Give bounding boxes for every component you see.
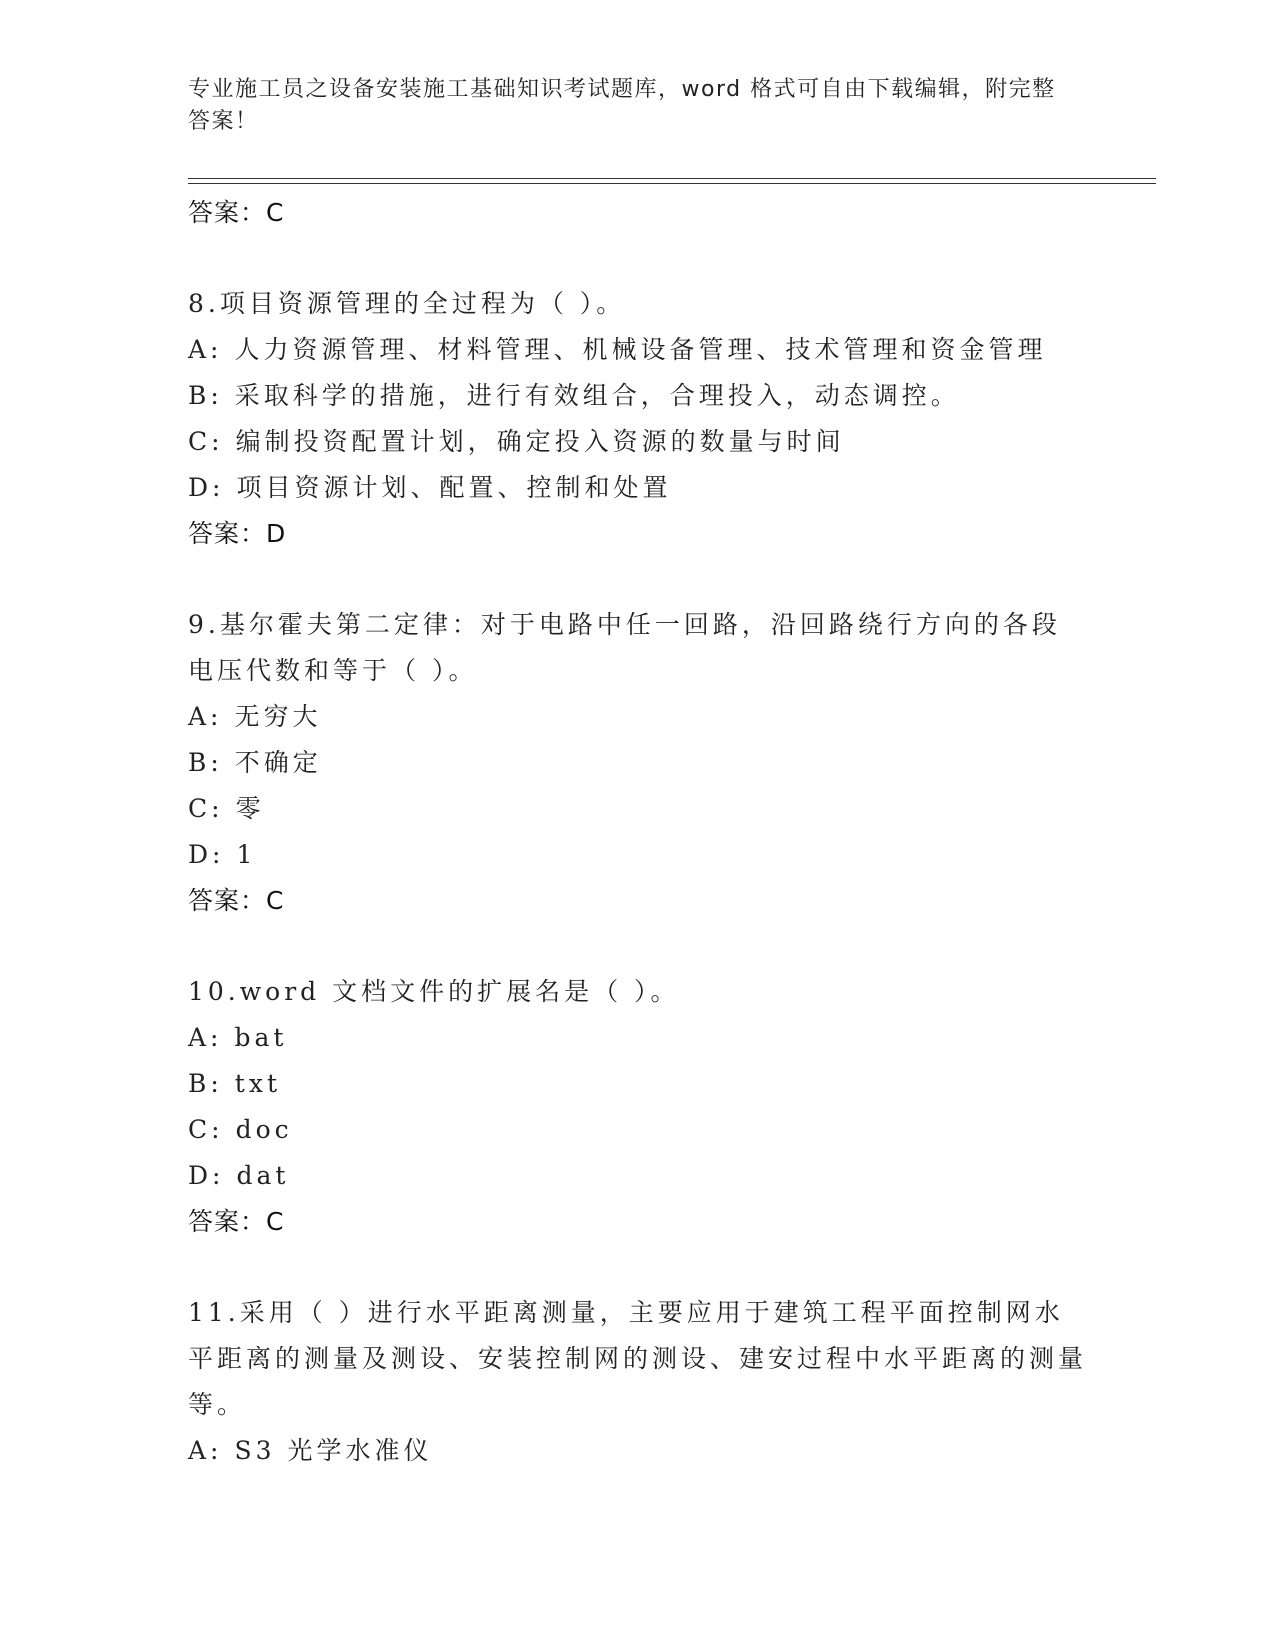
option-label: C: [188,794,224,823]
option-text: 1 [236,840,257,869]
answer-line: 答案：D [188,519,287,548]
option-text: 采取科学的措施，进行有效组合，合理投入，动态调控。 [234,381,960,410]
option-text: bat [234,1023,288,1052]
option-c [188,419,1088,465]
option-d [188,465,1088,511]
option-label: B: [188,1069,223,1098]
option-c [188,1107,1088,1153]
option-c [188,786,1088,832]
option-label: A: [188,1436,223,1465]
answer-line: 答案：C [188,198,285,227]
option-a [188,327,1088,373]
question-text: 11.采用（ ）进行水平距离测量，主要应用于建筑工程平面控制网水平距离的测量及测设、安装控制网的测设、建安过程中水平距离的测量等。 [188,1298,1088,1419]
header-rule-top [188,178,1156,179]
option-label: B: [188,381,223,410]
option-text: dat [236,1161,290,1190]
question-block [188,969,1088,1245]
option-label: D: [188,473,225,502]
option-label: A: [188,702,223,731]
option-a [188,1015,1088,1061]
document-header: 专业施工员之设备安装施工基础知识考试题库，word 格式可自由下载编辑，附完整答案！ [188,77,1056,134]
question-text: 9.基尔霍夫第二定律：对于电路中任一回路，沿回路绕行方向的各段电压代数和等于（ ）。 [188,610,1061,685]
option-label: C: [188,1115,224,1144]
option-a [188,1428,1088,1474]
option-label: D: [188,1161,225,1190]
option-b [188,1061,1088,1107]
option-text: 零 [235,794,265,823]
option-b [188,740,1088,786]
option-text: 项目资源计划、配置、控制和处置 [236,473,672,502]
option-label: A: [188,1023,223,1052]
option-d [188,832,1088,878]
option-text: doc [235,1115,293,1144]
option-d [188,1153,1088,1199]
option-label: D: [188,840,225,869]
question-block [188,281,1088,557]
header-rule-bottom [188,183,1156,184]
answer-line: 答案：C [188,1207,285,1236]
answer-line: 答案：C [188,886,285,915]
option-text: 不确定 [234,748,322,777]
option-b [188,373,1088,419]
option-label: B: [188,748,223,777]
question-block [188,1290,1088,1474]
option-text: txt [234,1069,281,1098]
question-block [188,602,1088,924]
option-text: 人力资源管理、材料管理、机械设备管理、技术管理和资金管理 [234,335,1047,364]
question-text: 10.word 文档文件的扩展名是（ ）。 [188,977,680,1006]
question-text: 8.项目资源管理的全过程为（ ）。 [188,289,626,318]
option-text: S3 光学水准仪 [234,1436,433,1465]
option-label: A: [188,335,223,364]
document-content [188,190,1088,1474]
option-text: 编制投资配置计划，确定投入资源的数量与时间 [235,427,845,456]
option-label: C: [188,427,224,456]
option-a [188,694,1088,740]
option-text: 无穷大 [234,702,322,731]
